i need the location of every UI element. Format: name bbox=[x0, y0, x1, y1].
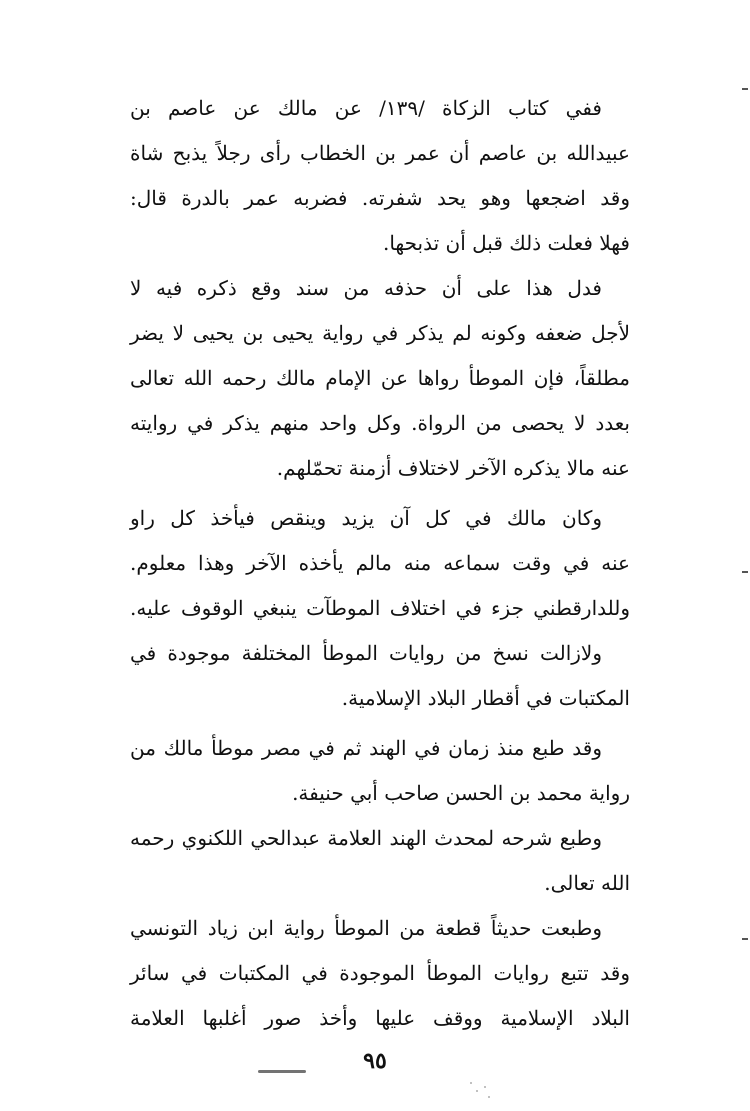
text-line: البلاد الإسلامية ووقف عليها وأخذ صور أغلبها العلامة bbox=[130, 1006, 630, 1030]
text-line: لأجل ضعفه وكونه لم يذكر في رواية يحيى بن يحيى لا يضر bbox=[130, 321, 630, 345]
text-line: رواية محمد بن الحسن صاحب أبي حنيفة. bbox=[292, 781, 630, 805]
scan-speck bbox=[484, 1086, 486, 1088]
text-line: عبيدالله بن عاصم أن عمر بن الخطاب رأى رجلاً يذبح شاة bbox=[130, 141, 630, 165]
text-line: وللدارقطني جزء في اختلاف الموطآت ينبغي الوقوف عليه. bbox=[130, 596, 630, 620]
text-line: بعدد لا يحصى من الرواة. وكل واحد منهم يذكر في روايته bbox=[130, 411, 630, 435]
text-line: وطبعت حديثاً قطعة من الموطأ رواية ابن زياد التونسي bbox=[130, 916, 602, 940]
scan-edge-mark bbox=[742, 88, 748, 90]
text-line: المكتبات في أقطار البلاد الإسلامية. bbox=[341, 686, 630, 710]
scan-speck bbox=[488, 1096, 490, 1098]
text-line: فهلا فعلت ذلك قبل أن تذبحها. bbox=[382, 231, 630, 255]
text-line: وطبع شرحه لمحدث الهند العلامة عبدالحي اللكنوي رحمه bbox=[130, 826, 602, 850]
text-line: ففي كتاب الزكاة /١٣٩/ عن مالك عن عاصم بن bbox=[130, 96, 602, 120]
text-line: وكان مالك في كل آن يزيد وينقص فيأخذ كل راو bbox=[130, 506, 602, 530]
text-line: وقد اضجعها وهو يحد شفرته. فضربه عمر بالدرة قال: bbox=[130, 186, 630, 210]
text-line: مطلقاً، فإن الموطأ رواها عن الإمام مالك رحمه الله تعالى bbox=[130, 366, 630, 390]
text-line: وقد تتبع روايات الموطأ الموجودة في المكتبات في سائر bbox=[130, 961, 630, 985]
scan-speck bbox=[470, 1082, 472, 1084]
scan-edge-mark bbox=[742, 938, 748, 940]
scan-speck bbox=[476, 1090, 478, 1092]
scan-smudge bbox=[258, 1070, 306, 1073]
text-line: عنه في وقت سماعه منه مالم يأخذه الآخر وهذا معلوم. bbox=[130, 551, 630, 575]
text-line: الله تعالى. bbox=[544, 871, 630, 895]
text-line: ولازالت نسخ من روايات الموطأ المختلفة موجودة في bbox=[130, 641, 602, 665]
page-number: ٩٥ bbox=[363, 1048, 387, 1074]
scan-edge-mark bbox=[742, 571, 748, 573]
text-line: وقد طبع منذ زمان في الهند ثم في مصر موطأ مالك من bbox=[130, 736, 602, 760]
text-line: فدل هذا على أن حذفه من سند وقع ذكره فيه لا bbox=[130, 276, 602, 300]
text-line: عنه مالا يذكره الآخر لاختلاف أزمنة تحمّلهم. bbox=[276, 456, 630, 480]
